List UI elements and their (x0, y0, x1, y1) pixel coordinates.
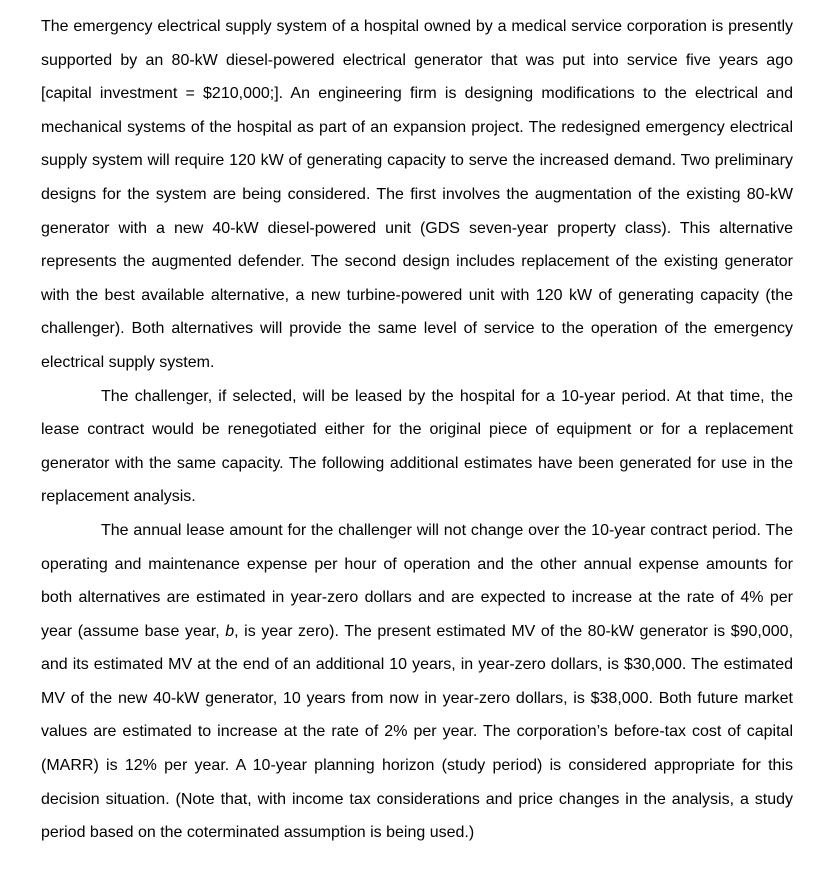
paragraph-text: , is year zero). The present estimated MV of the 80-kW generator is $90,000, and its estimated MV at the end of an additional 10 years, in year-zero dollars, is $30,000. The estimated MV of the new 40-kW generator, 10 years from now in year-zero dollars, is $38,000. Both future market values are estimated to increase at the rate of 2% per year. The corporation’s before-tax cost of capital (MARR) is 12% per year. A 10-year planning horizon (study period) is considered appropriate for this decision situation. (Note that, with income tax considerations and price changes in the analysis, a study period based on the coterminated assumption is being used.) (41, 622, 794, 842)
paragraph-text: The emergency electrical supply system of a hospital owned by a medical service corporation is presently supported by an 80-kW diesel-powered electrical generator that was put into service five years ago [capital investment = $210,000;]. An engineering firm is designing modifications to the electrical and mechanical systems of the hospital as part of an expansion project. The redesigned emergency electrical supply system will require 120 kW of generating capacity to serve the increased demand. Two preliminary designs for the system are being considered. The first involves the augmentation of the existing 80-kW generator with a new 40-kW diesel-powered unit (GDS seven-year property class). This alternative represents the augmented defender. The second design includes replacement of the existing generator with the best available alternative, a new turbine-powered unit with 120 kW of generating capacity (the challenger). Both alternatives will provide the same level of service to the operation of the emergency electrical supply system. (41, 18, 793, 371)
paragraph-text: The annual lease amount for the challenger will not change over the 10-year contract period. The operating and maintenance expense per hour of operation and the other annual expense amounts for both alternatives are estimated in year-zero dollars and are expected to increase at the rate of 4% per year (assume base year, (41, 521, 793, 640)
paragraph-cost-estimates (41, 514, 793, 850)
paragraph-challenger-lease (41, 380, 793, 514)
paragraph-text: The challenger, if selected, will be leased by the hospital for a 10-year period. At that time, the lease contract would be renegotiated either for the original piece of equipment or for a replacement generator with the same capacity. The following additional estimates have been generated for use in the replacement analysis. (41, 387, 793, 506)
base-year-variable: b (225, 622, 235, 640)
paragraph-generator-background (41, 10, 793, 380)
document-body (41, 10, 793, 850)
